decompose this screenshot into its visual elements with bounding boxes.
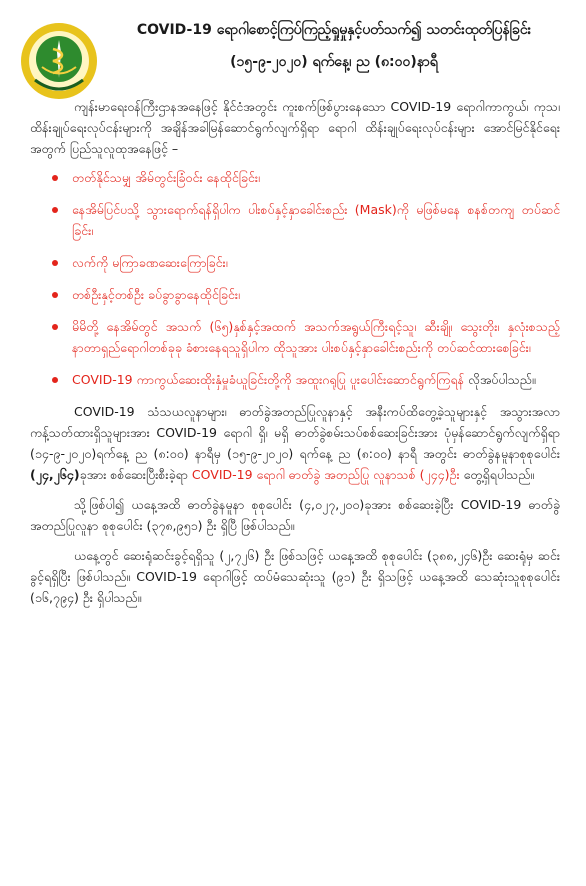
press-release-body — [30, 96, 560, 608]
tests-text-3: တွေ့ရှိရပါသည်။ — [459, 467, 535, 482]
precaution-text: လက်ကို မကြာခဏဆေးကြောခြင်း၊ — [72, 255, 228, 270]
bullet-dot-icon — [52, 377, 58, 383]
page-title: COVID-19 ရောဂါစောင့်ကြပ်ကြည့်ရှုမှုနှင့်ပတ်သက်၍ သတင်းထုတ်ပြန်ခြင်း — [136, 22, 532, 38]
sample-count: (၂၄,၂၆၄) — [30, 467, 80, 482]
precaution-item — [30, 284, 560, 305]
bullet-dot-icon — [52, 207, 58, 213]
tests-text: COVID-19 သံသယလူနာများ၊ ဓာတ်ခွဲအတည်ပြုလူနာနှင့် အနီးကပ်ထိတွေ့ခဲ့သူများနှင့် အသွားအလာကန့်သတ်ထားရှိသူများအား COVID-19 ရောဂါ ရှိ၊ မရှိ ဓာတ်ခွဲစမ်းသပ်စစ်ဆေးခြင်းအား ပုံမှန်ဆောင်ရွက်လျက်ရှိရာ (၁၄-၉-၂၀၂၀)ရက်နေ့ ည (၈:၀၀) နာရီမှ (၁၅-၉-၂၀၂၀) ရက်နေ့ ည (၈:၀၀) နာရီ အတွင်း ဓာတ်ခွဲနမူနာစုစုပေါင်း — [30, 404, 560, 461]
bullet-dot-icon — [52, 260, 58, 266]
precaution-item — [30, 167, 560, 188]
precaution-text: မိမိတို့ နေအိမ်တွင် အသက် (၆၅)နှစ်နှင့်အထက် အသက်အရွယ်ကြီးရင့်သူ၊ ဆီးချို၊ သွေးတိုး၊ နှလုံးစသည့် နာတာရှည်ရောဂါတစ်ခုခု ခံစားနေရသူရှိပါက ထိုသူအား ပါးစပ်နှင့်နှာခေါင်းစည်းကို တပ်ဆင်ထားစေခြင်း၊ — [72, 319, 560, 355]
precaution-item — [30, 199, 560, 241]
precaution-item — [30, 369, 560, 390]
precaution-list — [30, 167, 560, 390]
tests-paragraph — [30, 401, 560, 485]
bullet-dot-icon — [52, 175, 58, 181]
precaution-item — [30, 252, 560, 273]
page-subtitle-date: (၁၅-၉-၂၀၂၀) ရက်နေ့၊ ည (၈:၀၀)နာရီ — [230, 54, 438, 70]
precaution-item — [30, 316, 560, 358]
new-cases-highlight: COVID-19 ရောဂါ ဓာတ်ခွဲ အတည်ပြု လူနာသစ် (၂၄၄)ဦး — [191, 467, 460, 482]
header — [104, 18, 564, 74]
recovery-paragraph: ယနေ့တွင် ဆေးရုံဆင်းခွင့်ရရှိသူ (၂,၇၂၆) ဦး ဖြစ်သဖြင့် ယနေ့အထိ စုစုပေါင်း (၃၈၈,၂၄၆)ဦး ဆေးရုံမှ ဆင်းခွင့်ရရှိပြီး ဖြစ်ပါသည်။ COVID-19 ရောဂါဖြင့် ထပ်မံသေဆုံးသူ (၉၁) ဦး ရှိသဖြင့် ယနေ့အထိ သေဆုံးသူစုစုပေါင်း (၁၆,၇၉၄) ဦး ရှိပါသည်။ — [30, 548, 560, 605]
bullet-dot-icon — [52, 324, 58, 330]
precaution-tail-text: လိုအပ်ပါသည်။ — [464, 372, 536, 387]
precaution-text: COVID-19 ကာကွယ်ဆေးထိုးနှံမှုခံယူခြင်းတို့ကို အထူးဂရုပြု ပူးပေါင်းဆောင်ရွက်ကြရန် — [72, 372, 465, 387]
precaution-text: တတ်နိုင်သမျှ အိမ်တွင်းခြံဝင်း နေထိုင်ခြင်း၊ — [72, 170, 261, 185]
tests-text-2: ခုအား စစ်ဆေးပြီးစီးခဲ့ရာ — [79, 467, 188, 482]
cumulative-paragraph: သို့ဖြစ်ပါ၍ ယနေ့အထိ ဓာတ်ခွဲနမူနာ စုစုပေါင်း (၄,၀၂၇,၂၀၀)ခုအား စစ်ဆေးခဲ့ပြီး COVID-19 ဓာတ်ခွဲ အတည်ပြုလူနာ စုစုပေါင်း (၃၇၈,၉၅၁) ဦး ရှိပြီ ဖြစ်ပါသည်။ — [30, 497, 560, 533]
bullet-dot-icon — [52, 292, 58, 298]
precaution-text: နေအိမ်ပြင်ပသို့ သွားရောက်ရန်ရှိပါက ပါးစပ်နှင့်နှာခေါင်းစည်း (Mask)ကို မဖြစ်မနေ စနစ်တကျ တပ်ဆင်ခြင်း၊ — [72, 202, 560, 238]
intro-paragraph: ကျန်းမာရေးဝန်ကြီးဌာနအနေဖြင့် နိုင်ငံအတွင်း ကူးစက်ဖြစ်ပွားနေသော COVID-19 ရောဂါကာကွယ်၊ ကုသ၊ ထိန်းချုပ်ရေးလုပ်ငန်းများကို အချိန်အခါမြန်ဆောင်ရွက်လျက်ရှိရာ ရောဂါ ထိန်းချုပ်ရေးလုပ်ငန်းများ အောင်မြင်နိုင်ရေးအတွက် ပြည်သူလူထုအနေဖြင့် – — [30, 99, 560, 156]
ministry-of-health-seal-icon — [20, 22, 98, 100]
precaution-text: တစ်ဦးနှင့်တစ်ဦး ခပ်ခွာခွာနေထိုင်ခြင်း၊ — [72, 287, 240, 302]
